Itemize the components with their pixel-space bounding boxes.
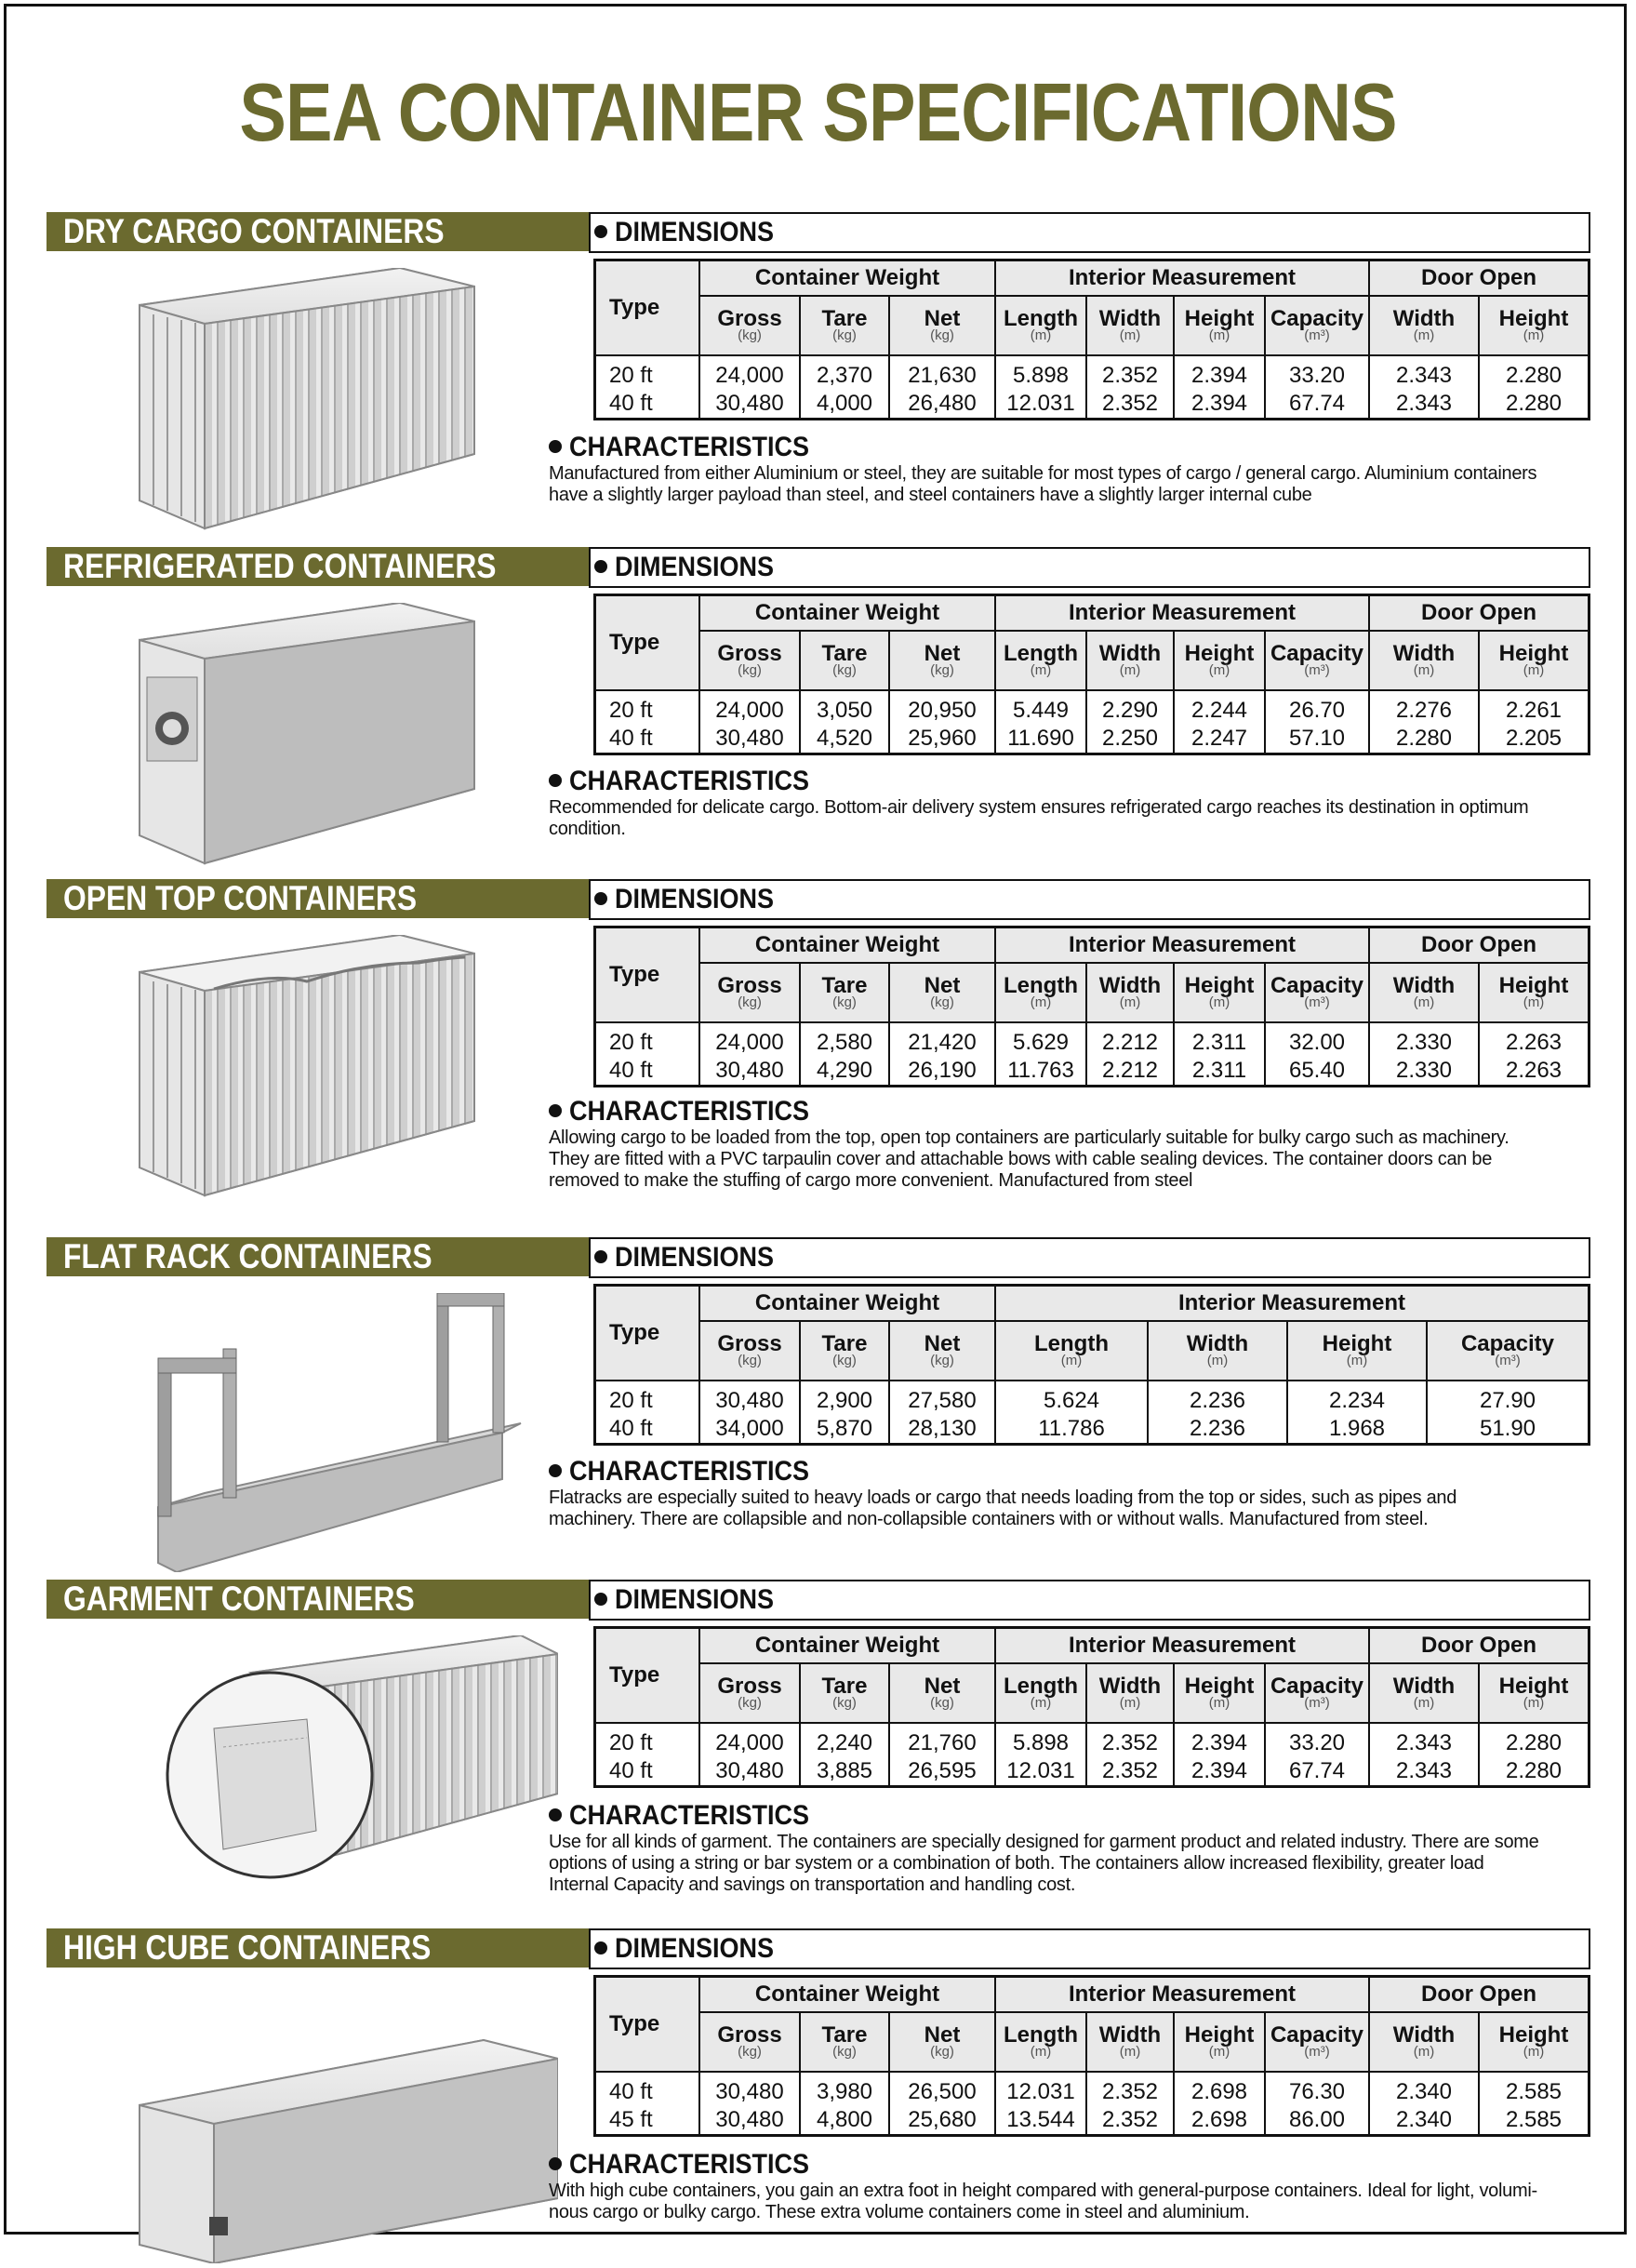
dimensions-table (593, 926, 1590, 1087)
table-cell: 2.340 (1369, 2072, 1479, 2106)
table-cell: 26,480 (889, 390, 995, 420)
table-cell: 27.90 (1427, 1381, 1589, 1415)
col-header-door-height: Height (m) (1479, 1663, 1589, 1723)
table-cell: 2.394 (1174, 355, 1265, 390)
table-cell: 30,480 (699, 725, 800, 754)
section-banner: HIGH CUBE CONTAINERS (47, 1928, 589, 1968)
dimensions-heading: DIMENSIONS (589, 1237, 1590, 1278)
col-group-door-open: Door Open (1369, 1977, 1589, 2013)
dimensions-heading: DIMENSIONS (589, 212, 1590, 253)
bullet-icon (549, 774, 562, 787)
table-cell: 26.70 (1265, 690, 1369, 725)
col-header-gross: Gross (kg) (699, 631, 800, 690)
table-cell: 26,500 (889, 2072, 995, 2106)
col-header-length: Length (m) (995, 2012, 1086, 2072)
table-cell: 2,580 (800, 1022, 889, 1057)
section-banner: OPEN TOP CONTAINERS (47, 879, 589, 918)
characteristics-text: Use for all kinds of garment. The containers are specially designed for garment product and related industry. There are some options of using a string or bar system or a combination of both. The containers allow increased flexibility, greater load Internal Capacity and savings on transportation and handling cost. (549, 1832, 1539, 1895)
col-header-net: Net (kg) (889, 631, 995, 690)
table-cell: 28,130 (889, 1415, 995, 1445)
col-header-gross: Gross (kg) (699, 963, 800, 1022)
table-cell: 2.352 (1086, 1757, 1174, 1787)
col-header-width: Width (m) (1086, 296, 1174, 355)
table-cell: 2.343 (1369, 355, 1479, 390)
table-cell: 2.244 (1174, 690, 1265, 725)
col-header-tare: Tare (kg) (800, 296, 889, 355)
col-header-capacity: Capacity (m³) (1265, 631, 1369, 690)
section-banner: DRY CARGO CONTAINERS (47, 212, 589, 251)
table-cell: 2.352 (1086, 2106, 1174, 2136)
col-header-door-height: Height (m) (1479, 631, 1589, 690)
table-cell: 13.544 (995, 2106, 1086, 2136)
col-header-height: Height (m) (1174, 296, 1265, 355)
table-cell: 5.449 (995, 690, 1086, 725)
col-group-container-weight: Container Weight (699, 1628, 995, 1664)
table-cell: 33.20 (1265, 1723, 1369, 1757)
table-cell: 2.205 (1479, 725, 1589, 754)
col-header-net: Net (kg) (889, 296, 995, 355)
col-header-width: Width (m) (1086, 963, 1174, 1022)
table-cell: 11.786 (995, 1415, 1148, 1445)
table-cell: 4,520 (800, 725, 889, 754)
table-row (595, 1757, 1589, 1787)
table-cell: 2,370 (800, 355, 889, 390)
dimensions-table (593, 594, 1590, 755)
bullet-icon (594, 560, 607, 573)
table-cell: 2.340 (1369, 2106, 1479, 2136)
col-header-width: Width (m) (1086, 2012, 1174, 2072)
dimensions-heading: DIMENSIONS (589, 879, 1590, 920)
col-group-door-open: Door Open (1369, 927, 1589, 964)
table-cell: 20 ft (595, 355, 700, 390)
col-header-length: Length (m) (995, 963, 1086, 1022)
table-row (595, 1723, 1589, 1757)
table-cell: 2.311 (1174, 1057, 1265, 1087)
table-cell: 5.898 (995, 1723, 1086, 1757)
col-header-door-width: Width (m) (1369, 1663, 1479, 1723)
page-title: SEA CONTAINER SPECIFICATIONS (239, 66, 1397, 158)
container-illustration (121, 1984, 558, 2263)
col-header-door-height: Height (m) (1479, 963, 1589, 1022)
table-cell: 2.585 (1479, 2106, 1589, 2136)
table-cell: 26,190 (889, 1057, 995, 1087)
col-header-capacity: Capacity (m³) (1427, 1321, 1589, 1381)
table-cell: 21,760 (889, 1723, 995, 1757)
characteristics-text: With high cube containers, you gain an extra foot in height compared with general-purpose containers. Ideal for light, volumi-nous cargo or bulky cargo. These extra volume containers come in steel and aluminium. (549, 2181, 1537, 2222)
col-header-height: Height (m) (1174, 2012, 1265, 2072)
table-cell: 2.394 (1174, 390, 1265, 420)
characteristics-block (549, 1800, 1544, 1896)
col-group-door-open: Door Open (1369, 1628, 1589, 1664)
table-cell: 2.290 (1086, 690, 1174, 725)
table-row (595, 1022, 1589, 1057)
table-cell: 2.698 (1174, 2072, 1265, 2106)
table-cell: 2.343 (1369, 1757, 1479, 1787)
table-row (595, 690, 1589, 725)
dimensions-heading: DIMENSIONS (589, 1928, 1590, 1969)
characteristics-text: Allowing cargo to be loaded from the top, open top containers are particularly suitable for bulky cargo such as machinery. They are fitted with a PVC tarpaulin cover and attachable bows with cable sealing devices. The container doors can be removed to make the stuffing of cargo more convenient. Manufactured from steel (549, 1127, 1510, 1191)
table-cell: 40 ft (595, 1757, 700, 1787)
section-banner: REFRIGERATED CONTAINERS (47, 547, 589, 586)
col-group-container-weight: Container Weight (699, 595, 995, 632)
col-group-container-weight: Container Weight (699, 1286, 995, 1322)
characteristics-text: Flatracks are especially suited to heavy loads or cargo that needs loading from the top or sides, such as pipes and machinery. There are collapsible and non-collapsible containers with or without walls. Manufactured from steel. (549, 1488, 1457, 1529)
col-header-width: Width (m) (1086, 1663, 1174, 1723)
table-cell: 30,480 (699, 1381, 800, 1415)
table-cell: 86.00 (1265, 2106, 1369, 2136)
table-row (595, 725, 1589, 754)
characteristics-text: Manufactured from either Aluminium or steel, they are suitable for most types of cargo / general cargo. Aluminium containers have a slightly larger payload than steel, and steel containers have a slightly larger internal cube (549, 463, 1537, 505)
table-cell: 32.00 (1265, 1022, 1369, 1057)
col-header-capacity: Capacity (m³) (1265, 296, 1369, 355)
col-header-tare: Tare (kg) (800, 631, 889, 690)
table-cell: 12.031 (995, 2072, 1086, 2106)
table-cell: 30,480 (699, 390, 800, 420)
table-cell: 2,240 (800, 1723, 889, 1757)
table-cell: 2.261 (1479, 690, 1589, 725)
table-cell: 24,000 (699, 355, 800, 390)
col-header-tare: Tare (kg) (800, 1663, 889, 1723)
table-row (595, 355, 1589, 390)
col-header-gross: Gross (kg) (699, 1663, 800, 1723)
table-cell: 33.20 (1265, 355, 1369, 390)
table-row (595, 1415, 1589, 1445)
col-header-door-height: Height (m) (1479, 296, 1589, 355)
col-group-interior-measurement: Interior Measurement (995, 927, 1369, 964)
table-cell: 2.263 (1479, 1057, 1589, 1087)
container-illustration (121, 1635, 558, 1914)
table-cell: 2.343 (1369, 1723, 1479, 1757)
table-cell: 40 ft (595, 1415, 700, 1445)
table-cell: 25,960 (889, 725, 995, 754)
table-cell: 2,900 (800, 1381, 889, 1415)
bullet-icon (594, 1250, 607, 1263)
table-cell: 2.236 (1148, 1415, 1287, 1445)
table-cell: 76.30 (1265, 2072, 1369, 2106)
table-cell: 34,000 (699, 1415, 800, 1445)
table-cell: 40 ft (595, 2072, 700, 2106)
characteristics-block (549, 766, 1544, 840)
bullet-icon (549, 1464, 562, 1477)
bullet-icon (549, 2157, 562, 2170)
table-cell: 30,480 (699, 2106, 800, 2136)
container-illustration (121, 268, 558, 547)
table-cell: 5.898 (995, 355, 1086, 390)
characteristics-heading: CHARACTERISTICS (549, 2149, 1544, 2181)
col-header-type: Type (595, 1286, 700, 1381)
col-header-door-width: Width (m) (1369, 2012, 1479, 2072)
col-header-type: Type (595, 595, 700, 691)
col-group-container-weight: Container Weight (699, 260, 995, 297)
col-group-container-weight: Container Weight (699, 927, 995, 964)
col-group-interior-measurement: Interior Measurement (995, 1977, 1369, 2013)
col-header-type: Type (595, 260, 700, 356)
characteristics-heading: CHARACTERISTICS (549, 1096, 1544, 1127)
table-cell: 2.352 (1086, 355, 1174, 390)
table-cell: 20 ft (595, 1723, 700, 1757)
table-cell: 20 ft (595, 690, 700, 725)
table-cell: 3,980 (800, 2072, 889, 2106)
table-cell: 20,950 (889, 690, 995, 725)
table-cell: 2.276 (1369, 690, 1479, 725)
table-row (595, 2106, 1589, 2136)
table-cell: 24,000 (699, 1022, 800, 1057)
table-cell: 2.585 (1479, 2072, 1589, 2106)
table-cell: 1.968 (1287, 1415, 1427, 1445)
col-group-interior-measurement: Interior Measurement (995, 1628, 1369, 1664)
table-cell: 2.247 (1174, 725, 1265, 754)
col-header-gross: Gross (kg) (699, 1321, 800, 1381)
table-cell: 2.311 (1174, 1022, 1265, 1057)
characteristics-heading: CHARACTERISTICS (549, 432, 1544, 463)
table-cell: 2.250 (1086, 725, 1174, 754)
col-header-capacity: Capacity (m³) (1265, 1663, 1369, 1723)
table-cell: 21,420 (889, 1022, 995, 1057)
bullet-icon (549, 1808, 562, 1821)
table-cell: 12.031 (995, 390, 1086, 420)
table-cell: 27,580 (889, 1381, 995, 1415)
col-header-length: Length (m) (995, 631, 1086, 690)
characteristics-text: Recommended for delicate cargo. Bottom-air delivery system ensures refrigerated cargo reaches its destination in optimum condition. (549, 797, 1529, 839)
bullet-icon (549, 440, 562, 453)
col-header-door-width: Width (m) (1369, 631, 1479, 690)
table-row (595, 390, 1589, 420)
table-cell: 2.263 (1479, 1022, 1589, 1057)
table-cell: 2.352 (1086, 1723, 1174, 1757)
container-illustration (121, 1293, 558, 1572)
table-row (595, 1057, 1589, 1087)
table-cell: 3,885 (800, 1757, 889, 1787)
characteristics-block (549, 1096, 1544, 1192)
table-cell: 2.352 (1086, 390, 1174, 420)
table-cell: 30,480 (699, 1757, 800, 1787)
characteristics-block (549, 2149, 1544, 2223)
bullet-icon (594, 892, 607, 905)
col-group-interior-measurement: Interior Measurement (995, 595, 1369, 632)
col-header-tare: Tare (kg) (800, 963, 889, 1022)
table-cell: 5.624 (995, 1381, 1148, 1415)
col-header-length: Length (m) (995, 296, 1086, 355)
table-cell: 2.343 (1369, 390, 1479, 420)
table-cell: 20 ft (595, 1381, 700, 1415)
table-cell: 40 ft (595, 1057, 700, 1087)
container-illustration (121, 603, 558, 882)
table-cell: 2.698 (1174, 2106, 1265, 2136)
col-header-gross: Gross (kg) (699, 296, 800, 355)
table-cell: 21,630 (889, 355, 995, 390)
table-cell: 2.234 (1287, 1381, 1427, 1415)
col-group-door-open: Door Open (1369, 260, 1589, 297)
table-cell: 2.212 (1086, 1022, 1174, 1057)
col-header-type: Type (595, 927, 700, 1023)
table-cell: 2.330 (1369, 1022, 1479, 1057)
table-cell: 2.330 (1369, 1057, 1479, 1087)
table-cell: 30,480 (699, 1057, 800, 1087)
col-header-width: Width (m) (1086, 631, 1174, 690)
col-header-net: Net (kg) (889, 1663, 995, 1723)
table-cell: 67.74 (1265, 1757, 1369, 1787)
section-banner: GARMENT CONTAINERS (47, 1580, 589, 1619)
table-cell: 2.280 (1479, 1757, 1589, 1787)
col-header-door-width: Width (m) (1369, 296, 1479, 355)
bullet-icon (549, 1104, 562, 1117)
characteristics-block (549, 432, 1544, 506)
container-illustration (121, 935, 558, 1214)
table-row (595, 1381, 1589, 1415)
table-cell: 26,595 (889, 1757, 995, 1787)
dimensions-table (593, 1975, 1590, 2137)
table-cell: 2.280 (1479, 1723, 1589, 1757)
table-cell: 2.394 (1174, 1757, 1265, 1787)
characteristics-block (549, 1456, 1544, 1530)
table-cell: 11.763 (995, 1057, 1086, 1087)
table-cell: 51.90 (1427, 1415, 1589, 1445)
col-group-interior-measurement: Interior Measurement (995, 260, 1369, 297)
section-banner: FLAT RACK CONTAINERS (47, 1237, 589, 1276)
col-header-capacity: Capacity (m³) (1265, 2012, 1369, 2072)
col-header-net: Net (kg) (889, 963, 995, 1022)
table-cell: 4,000 (800, 390, 889, 420)
table-cell: 2.212 (1086, 1057, 1174, 1087)
table-cell: 25,680 (889, 2106, 995, 2136)
dimensions-table (593, 1284, 1590, 1446)
col-header-tare: Tare (kg) (800, 2012, 889, 2072)
table-row (595, 2072, 1589, 2106)
table-cell: 3,050 (800, 690, 889, 725)
col-header-length: Length (m) (995, 1321, 1148, 1381)
col-group-door-open: Door Open (1369, 595, 1589, 632)
characteristics-heading: CHARACTERISTICS (549, 1800, 1544, 1832)
table-cell: 40 ft (595, 725, 700, 754)
table-cell: 65.40 (1265, 1057, 1369, 1087)
table-cell: 4,290 (800, 1057, 889, 1087)
col-header-type: Type (595, 1977, 700, 2073)
col-header-gross: Gross (kg) (699, 2012, 800, 2072)
table-cell: 2.280 (1369, 725, 1479, 754)
bullet-icon (594, 1941, 607, 1954)
table-cell: 45 ft (595, 2106, 700, 2136)
table-cell: 2.394 (1174, 1723, 1265, 1757)
col-group-interior-measurement: Interior Measurement (995, 1286, 1589, 1322)
table-cell: 11.690 (995, 725, 1086, 754)
table-cell: 4,800 (800, 2106, 889, 2136)
col-header-net: Net (kg) (889, 2012, 995, 2072)
table-cell: 12.031 (995, 1757, 1086, 1787)
characteristics-heading: CHARACTERISTICS (549, 766, 1544, 797)
table-cell: 30,480 (699, 2072, 800, 2106)
col-header-height: Height (m) (1174, 963, 1265, 1022)
col-header-height: Height (m) (1287, 1321, 1427, 1381)
table-cell: 20 ft (595, 1022, 700, 1057)
table-cell: 2.236 (1148, 1381, 1287, 1415)
col-header-net: Net (kg) (889, 1321, 995, 1381)
table-cell: 5,870 (800, 1415, 889, 1445)
col-header-height: Height (m) (1174, 631, 1265, 690)
bullet-icon (594, 1593, 607, 1606)
col-header-capacity: Capacity (m³) (1265, 963, 1369, 1022)
table-cell: 5.629 (995, 1022, 1086, 1057)
col-header-height: Height (m) (1174, 1663, 1265, 1723)
table-cell: 57.10 (1265, 725, 1369, 754)
col-header-tare: Tare (kg) (800, 1321, 889, 1381)
table-cell: 2.352 (1086, 2072, 1174, 2106)
characteristics-heading: CHARACTERISTICS (549, 1456, 1544, 1488)
table-cell: 24,000 (699, 1723, 800, 1757)
dimensions-table (593, 1626, 1590, 1788)
col-group-container-weight: Container Weight (699, 1977, 995, 2013)
dimensions-table (593, 259, 1590, 420)
col-header-width: Width (m) (1148, 1321, 1287, 1381)
table-cell: 24,000 (699, 690, 800, 725)
col-header-door-width: Width (m) (1369, 963, 1479, 1022)
bullet-icon (594, 225, 607, 238)
table-cell: 40 ft (595, 390, 700, 420)
table-cell: 67.74 (1265, 390, 1369, 420)
col-header-door-height: Height (m) (1479, 2012, 1589, 2072)
dimensions-heading: DIMENSIONS (589, 1580, 1590, 1621)
col-header-length: Length (m) (995, 1663, 1086, 1723)
dimensions-heading: DIMENSIONS (589, 547, 1590, 588)
table-cell: 2.280 (1479, 355, 1589, 390)
table-cell: 2.280 (1479, 390, 1589, 420)
col-header-type: Type (595, 1628, 700, 1724)
